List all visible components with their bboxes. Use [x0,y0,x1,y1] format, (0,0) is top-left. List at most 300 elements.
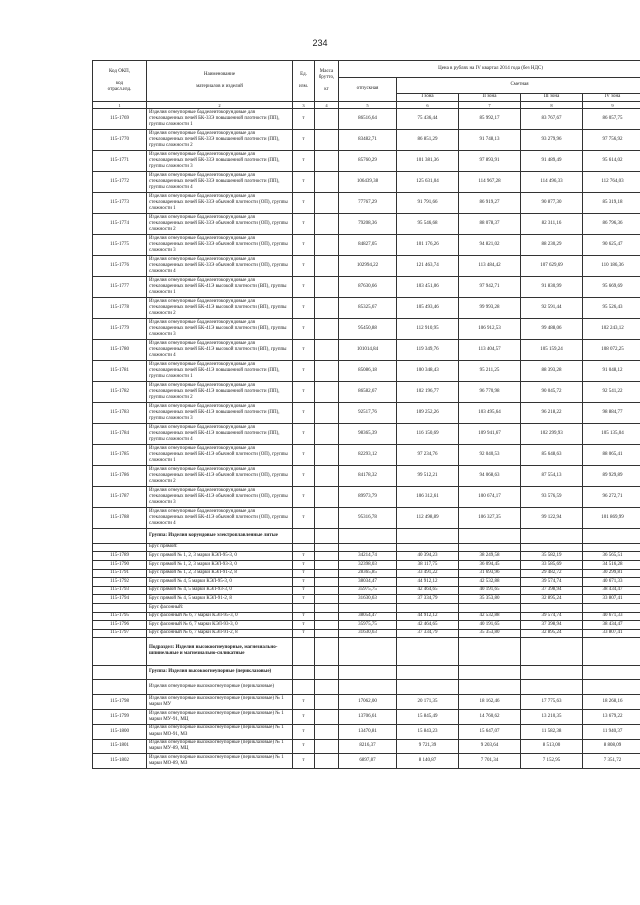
row-name: Группа: Изделия корундовые электроплавленные литые [147,529,293,544]
row-name: Брус прямой № 1, 2, 3 марки КЭЛ-95-3, 0 [147,552,293,561]
row-code: 115-1793 [93,586,147,595]
row-price-loading: 31630,63 [339,629,397,638]
row-price-zone-2: 99 993,28 [459,298,521,319]
row-mass [315,403,339,424]
table-row [93,739,640,754]
row-price-zone-1: 42 464,65 [397,586,459,595]
row-code: 115-1795 [93,612,147,621]
row-price-zone-2 [459,680,521,695]
row-name: Изделия огнеупорные бадделеитокорундовые для стекловаренных печей БК-33Э обычной плотности (ОП), группы сложности 2 [147,214,293,235]
row-mass [315,543,339,552]
column-number-3: 3 [293,102,315,109]
row-price-zone-3: 90 045,72 [521,382,583,403]
row-price-zone-4: 18 268,16 [583,695,640,710]
row-price-zone-2: 42 532,88 [459,612,521,621]
table-row [93,754,640,769]
row-unit: т [293,612,315,621]
row-price-zone-1: 33 491,22 [397,569,459,578]
row-price-zone-1 [397,665,459,680]
row-mass [315,595,339,604]
row-code [93,529,147,544]
row-unit: т [293,340,315,361]
row-price-zone-1 [397,603,459,612]
row-price-loading: 92517,76 [339,403,397,424]
row-price-loading: 83482,71 [339,130,397,151]
row-price-zone-2: 36 094,45 [459,560,521,569]
row-unit: т [293,695,315,710]
row-price-zone-2: 113 404,57 [459,340,521,361]
row-price-zone-4 [583,543,640,552]
row-name: Изделия огнеупорные бадделеитокорундовые для стекловаренных печей БК-33Э повышенной плотности (ПП), группы сложности 2 [147,130,293,151]
row-price-zone-2: 18 162,46 [459,695,521,710]
row-price-zone-4 [583,529,640,544]
row-price-loading: 38034,47 [339,578,397,587]
row-mass [315,151,339,172]
row-unit [293,543,315,552]
row-unit: т [293,560,315,569]
table-row [93,578,640,587]
row-price-zone-4: 92 541,22 [583,382,640,403]
row-mass [315,508,339,529]
row-name: Изделия огнеупорные бадделеитокорундовые для стекловаренных печей БК-41Э обычной плотности (ОП), группы сложности 4 [147,508,293,529]
row-price-zone-2: 97 942,71 [459,277,521,298]
row-price-zone-3: 93 576,59 [521,487,583,508]
row-unit: т [293,445,315,466]
row-price-zone-4: 11 940,37 [583,724,640,739]
row-price-zone-4: 90 625,47 [583,235,640,256]
row-code: 115-1785 [93,445,147,466]
row-unit: т [293,709,315,724]
row-price-zone-3 [521,680,583,695]
row-name: Подраздел: Изделия высокоогнеупорные, магнезиально-шпинельные и магнезиально-силикатные [147,638,293,665]
row-mass [315,603,339,612]
row-price-zone-3: 82 311,16 [521,214,583,235]
row-price-zone-1: 86 851,29 [397,130,459,151]
row-price-zone-3: 39 574,74 [521,578,583,587]
row-price-zone-4: 110 186,36 [583,256,640,277]
row-price-zone-1: 8 140,87 [397,754,459,769]
row-unit: т [293,382,315,403]
row-price-loading: 34214,74 [339,552,397,561]
row-mass [315,214,339,235]
price-title-header: Цена в рублях на IV квартал 2014 года (без НДС) [339,61,640,78]
row-price-zone-4: 33 807,41 [583,595,640,604]
row-price-zone-2: 103 495,64 [459,403,521,424]
price-table-sheet [92,60,640,769]
table-row [93,256,640,277]
row-price-zone-1 [397,638,459,665]
row-mass [315,361,339,382]
column-number-1: 1 [93,102,147,109]
row-name: Изделия огнеупорные бадделеитокорундовые для стекловаренных печей БК-41Э высокой плотности (ВП), группы сложности 3 [147,319,293,340]
row-price-zone-3: 107 629,69 [521,256,583,277]
row-price-zone-1: 125 631,04 [397,172,459,193]
row-price-zone-2: 113 484,42 [459,256,521,277]
table-row [93,424,640,445]
row-price-zone-3: 7 152,95 [521,754,583,769]
unit-header: Ед. изм. [293,61,315,102]
table-row [93,612,640,621]
table-row [93,595,640,604]
row-price-zone-2: 96 770,98 [459,382,521,403]
row-price-zone-1 [397,529,459,544]
zone-header-2: II зона [459,94,521,102]
table-row [93,487,640,508]
row-price-zone-2: 35 353,80 [459,595,521,604]
column-number-2: 2 [147,102,293,109]
row-code [93,680,147,695]
row-name: Изделия огнеупорные бадделеитокорундовые для стекловаренных печей БК-41Э обычной плотности (ОП), группы сложности 2 [147,466,293,487]
region-header: Сметная [397,78,640,94]
row-price-zone-2: 95 211,25 [459,361,521,382]
row-price-zone-3: 8 513,00 [521,739,583,754]
row-price-zone-1 [397,543,459,552]
row-price-zone-4: 30 299,81 [583,569,640,578]
row-mass [315,560,339,569]
row-unit: т [293,277,315,298]
row-price-zone-3: 88 393,28 [521,361,583,382]
row-mass [315,130,339,151]
column-number-4: 4 [315,102,339,109]
row-price-loading: 13706,61 [339,709,397,724]
row-code: 115-1790 [93,560,147,569]
row-code: 115-1773 [93,193,147,214]
row-price-zone-1: 109 252,26 [397,403,459,424]
row-unit [293,529,315,544]
row-name: Брус фасонный № 6, 7 марки КЭЛ-95-3, 0 [147,612,293,621]
row-price-zone-3: 37 398,94 [521,586,583,595]
table-row [93,277,640,298]
column-number-8: 8 [521,102,583,109]
row-unit [293,603,315,612]
row-unit: т [293,424,315,445]
row-unit: т [293,235,315,256]
row-mass [315,638,339,665]
table-row [93,466,640,487]
row-name: Брус прямой: [147,543,293,552]
row-price-zone-4: 36 565,51 [583,552,640,561]
row-price-zone-1: 44 912,12 [397,612,459,621]
row-price-zone-1: 99 512,21 [397,466,459,487]
table-row [93,508,640,529]
code-header: Код ОКП, код отрасл.изд. [93,61,147,102]
row-price-zone-2: 92 040,53 [459,445,521,466]
loading-header: отпускная [339,78,397,102]
row-name: Брус прямой № 4, 5 марки КЭЛ-93-3, 0 [147,586,293,595]
table-row [93,151,640,172]
row-price-zone-4: 112 764,03 [583,172,640,193]
row-unit: т [293,403,315,424]
row-price-loading: 84827,05 [339,235,397,256]
row-name: Изделия огнеупорные бадделеитокорундовые для стекловаренных печей БК-33Э повышенной плотности (ПП), группы сложности 3 [147,151,293,172]
row-unit: т [293,569,315,578]
row-name: Изделия огнеупорные бадделеитокорундовые для стекловаренных печей БК-33Э обычной плотности (ОП), группы сложности 1 [147,193,293,214]
row-unit: т [293,214,315,235]
row-price-zone-1: 112 498,89 [397,508,459,529]
row-price-zone-2: 106 912,53 [459,319,521,340]
row-code [93,665,147,680]
row-unit: т [293,621,315,630]
table-row [93,621,640,630]
row-name: Брус фасонный № 6, 7 марки КЭЛ-91-2, 8 [147,629,293,638]
row-unit: т [293,172,315,193]
row-price-zone-3: 17 775,63 [521,695,583,710]
row-price-loading: 6897,87 [339,754,397,769]
row-mass [315,709,339,724]
row-price-zone-3: 35 582,19 [521,552,583,561]
row-mass [315,256,339,277]
row-code: 115-1796 [93,621,147,630]
row-mass [315,445,339,466]
row-mass [315,552,339,561]
row-code: 115-1777 [93,277,147,298]
row-unit: т [293,109,315,130]
row-name: Изделия огнеупорные высокоогнеупорные (периклазовые) № 1 марки МУ-89, МЦ [147,739,293,754]
table-row [93,586,640,595]
row-mass [315,319,339,340]
row-price-zone-4: 89 929,89 [583,466,640,487]
table-row [93,552,640,561]
row-code: 115-1778 [93,298,147,319]
row-mass [315,340,339,361]
table-row [93,214,640,235]
row-price-zone-3: 29 482,72 [521,569,583,578]
row-price-zone-1: 20 171,35 [397,695,459,710]
row-unit: т [293,552,315,561]
row-code: 115-1779 [93,319,147,340]
row-price-zone-4 [583,665,640,680]
row-price-loading [339,680,397,695]
row-price-zone-4 [583,603,640,612]
row-mass [315,695,339,710]
row-mass [315,466,339,487]
row-price-zone-1: 40 394,23 [397,552,459,561]
row-mass [315,739,339,754]
row-price-zone-4: 8 808,09 [583,739,640,754]
row-price-loading: 85325,67 [339,298,397,319]
row-price-zone-3: 90 877,30 [521,193,583,214]
row-unit: т [293,151,315,172]
row-unit: т [293,508,315,529]
column-number-5: 5 [339,102,397,109]
row-price-loading: 82293,12 [339,445,397,466]
row-price-zone-1: 15 845,49 [397,709,459,724]
row-price-zone-3: 91 830,99 [521,277,583,298]
row-mass [315,277,339,298]
row-price-loading: 85086,18 [339,361,397,382]
row-price-zone-2: 100 674,17 [459,487,521,508]
row-price-zone-3: 102 299,93 [521,424,583,445]
row-code: 115-1772 [93,172,147,193]
table-row [93,695,640,710]
row-mass [315,298,339,319]
row-price-zone-1: 75 436,44 [397,109,459,130]
row-price-loading [339,665,397,680]
table-row [93,340,640,361]
row-price-loading: 106439,38 [339,172,397,193]
row-code: 115-1791 [93,569,147,578]
row-name: Изделия огнеупорные бадделеитокорундовые для стекловаренных печей БК-41Э высокой плотности (ВП), группы сложности 4 [147,340,293,361]
row-code: 115-1792 [93,578,147,587]
table-row [93,130,640,151]
row-price-zone-4: 38 434,47 [583,621,640,630]
row-name: Группа: Изделия высокоогнеупорные (периклазовые) [147,665,293,680]
row-price-loading: 35975,75 [339,621,397,630]
row-unit: т [293,298,315,319]
row-price-loading: 79208,36 [339,214,397,235]
row-code: 115-1797 [93,629,147,638]
table-row [93,569,640,578]
table-row [93,109,640,130]
row-price-zone-4: 95 614,02 [583,151,640,172]
row-price-zone-2: 40 191,65 [459,621,521,630]
row-price-zone-1: 15 843,23 [397,724,459,739]
row-name: Изделия огнеупорные бадделеитокорундовые для стекловаренных печей БК-41Э повышенной плотности (ПП), группы сложности 3 [147,403,293,424]
row-price-zone-4: 108 072,25 [583,340,640,361]
row-price-zone-2: 14 760,62 [459,709,521,724]
table-row [93,445,640,466]
zone-header-1: I зона [397,94,459,102]
row-price-zone-3 [521,665,583,680]
column-number-6: 6 [397,102,459,109]
table-row [93,361,640,382]
row-price-zone-3: 32 895,24 [521,629,583,638]
row-price-zone-3: 105 159,24 [521,340,583,361]
row-price-zone-3 [521,603,583,612]
row-price-zone-3: 96 218,22 [521,403,583,424]
row-unit [293,638,315,665]
row-name: Изделия огнеупорные бадделеитокорундовые для стекловаренных печей БК-41Э высокой плотности (ВП), группы сложности 2 [147,298,293,319]
row-code: 115-1782 [93,382,147,403]
row-unit: т [293,130,315,151]
row-mass [315,612,339,621]
row-price-zone-2: 7 701,34 [459,754,521,769]
row-price-zone-3: 32 895,24 [521,595,583,604]
row-price-zone-3: 114 496,33 [521,172,583,193]
price-table [92,60,640,769]
row-mass [315,724,339,739]
row-price-zone-4: 105 135,04 [583,424,640,445]
row-price-loading: 95450,88 [339,319,397,340]
row-mass [315,629,339,638]
row-price-loading: 32398,03 [339,560,397,569]
section-row [93,665,640,680]
row-code: 115-1774 [93,214,147,235]
row-mass [315,172,339,193]
row-price-zone-3: 87 554,13 [521,466,583,487]
row-price-loading: 31630,63 [339,595,397,604]
row-price-zone-3: 92 591,44 [521,298,583,319]
row-price-zone-1: 102 196,77 [397,382,459,403]
row-unit: т [293,629,315,638]
row-code: 115-1770 [93,130,147,151]
row-code: 115-1794 [93,595,147,604]
row-price-zone-1 [397,680,459,695]
row-price-zone-3: 99 122,94 [521,508,583,529]
row-mass [315,109,339,130]
row-price-zone-1: 91 791,66 [397,193,459,214]
row-price-loading: 8216,37 [339,739,397,754]
row-price-zone-1: 100 348,43 [397,361,459,382]
row-unit: т [293,256,315,277]
row-unit: т [293,361,315,382]
row-price-loading: 89973,79 [339,487,397,508]
table-row [93,724,640,739]
row-name: Брус фасонный: [147,603,293,612]
row-price-zone-2 [459,529,521,544]
row-price-zone-1: 119 349,76 [397,340,459,361]
row-price-zone-1: 106 312,61 [397,487,459,508]
row-mass [315,680,339,695]
row-price-zone-4: 86 796,36 [583,214,640,235]
row-unit: т [293,193,315,214]
row-price-zone-2: 88 078,37 [459,214,521,235]
row-price-loading: 35975,75 [339,586,397,595]
row-code: 115-1781 [93,361,147,382]
page-number: 234 [312,38,328,48]
row-price-zone-2: 91 748,13 [459,130,521,151]
row-mass [315,424,339,445]
row-price-zone-2: 94 068,63 [459,466,521,487]
row-price-zone-1: 101 176,26 [397,235,459,256]
row-price-loading [339,543,397,552]
row-price-zone-3: 99 488,06 [521,319,583,340]
row-price-zone-3: 91 489,49 [521,151,583,172]
row-price-zone-3 [521,529,583,544]
row-price-loading: 77767,29 [339,193,397,214]
section-row [93,638,640,665]
row-mass [315,487,339,508]
row-price-zone-4: 33 807,41 [583,629,640,638]
row-unit: т [293,595,315,604]
row-unit [293,680,315,695]
row-price-loading: 13470,81 [339,724,397,739]
table-row [93,298,640,319]
row-price-zone-1: 97 234,76 [397,445,459,466]
row-price-loading [339,529,397,544]
row-price-zone-2: 42 532,88 [459,578,521,587]
row-name: Брус фасонный № 6, 7 марки КЭЛ-93-3, 0 [147,621,293,630]
row-price-zone-1: 37 334,79 [397,595,459,604]
row-price-zone-2: 40 191,65 [459,586,521,595]
row-unit: т [293,319,315,340]
row-code: 115-1775 [93,235,147,256]
row-price-zone-4: 38 434,47 [583,586,640,595]
row-price-zone-2: 114 967,28 [459,172,521,193]
row-name: Изделия огнеупорные высокоогнеупорные (периклазовые) № 1 марки МО-91, МЗ [147,724,293,739]
row-price-loading [339,638,397,665]
row-code: 115-1801 [93,739,147,754]
row-mass [315,754,339,769]
row-code [93,638,147,665]
row-code: 115-1799 [93,709,147,724]
row-price-zone-3: 13 210,35 [521,709,583,724]
row-price-zone-1: 38 117,75 [397,560,459,569]
row-name: Изделия огнеупорные бадделеитокорундовые для стекловаренных печей БК-41Э повышенной плотности (ПП), группы сложности 4 [147,424,293,445]
table-row [93,680,640,695]
row-unit: т [293,724,315,739]
row-name: Изделия огнеупорные бадделеитокорундовые для стекловаренных печей БК-33Э обычной плотности (ОП), группы сложности 4 [147,256,293,277]
row-price-zone-3: 83 767,67 [521,109,583,130]
row-price-zone-3: 39 574,74 [521,612,583,621]
row-price-zone-4: 34 516,28 [583,560,640,569]
row-price-zone-3: 85 648,63 [521,445,583,466]
row-price-zone-4: 97 756,92 [583,130,640,151]
row-price-zone-4 [583,638,640,665]
row-price-zone-2: 9 203,64 [459,739,521,754]
row-price-zone-2: 35 353,80 [459,629,521,638]
table-row [93,543,640,552]
